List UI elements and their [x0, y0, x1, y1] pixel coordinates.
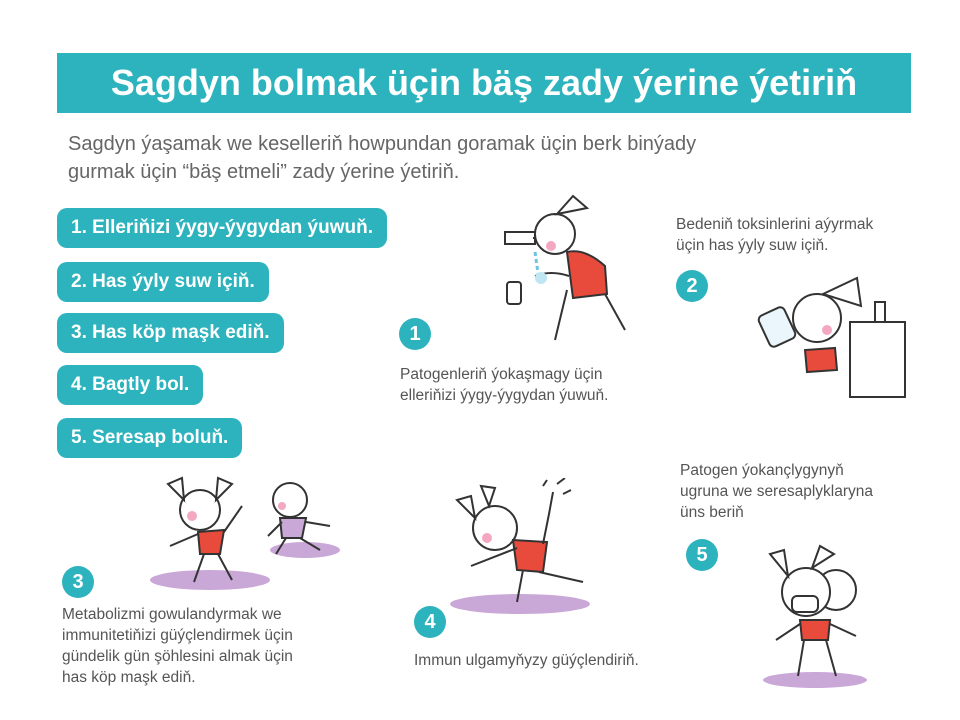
step-2-caption — [676, 214, 873, 256]
step-4-caption — [414, 650, 639, 671]
intro-text — [68, 130, 868, 186]
step-3-caption-line: immunitetiňizi güýçlendirmek üçin — [62, 627, 293, 644]
tip-4-badge: 4. Bagtly bol. — [57, 365, 203, 405]
step-4-number: 4 — [414, 606, 446, 638]
exercise-illustration — [140, 470, 350, 600]
handwashing-illustration — [495, 190, 655, 350]
intro-line-2: gurmak üçin “bäş etmeli” zady ýerine ýetiriň. — [68, 161, 460, 183]
step-5-caption-line: ugruna we seresaplyklaryna — [680, 483, 873, 500]
intro-line-1: Sagdyn ýaşamak we keselleriň howpundan goramak üçin berk binýady — [68, 133, 697, 155]
step-3-caption-line: Metabolizmi gowulandyrmak we — [62, 606, 282, 623]
step-1-number: 1 — [399, 318, 431, 350]
step-3-caption-line: has köp maşk ediň. — [62, 669, 196, 686]
step-5-caption-line: üns beriň — [680, 504, 744, 521]
step-3-number: 3 — [62, 566, 94, 598]
step-4-caption-line: Immun ulgamyňyzy güýçlendiriň. — [414, 652, 639, 669]
tip-5-badge: 5. Seresap boluň. — [57, 418, 242, 458]
step-3-caption-line: gündelik gün şöhlesini almak üçin — [62, 648, 293, 665]
happy-pose-illustration — [425, 478, 605, 618]
drinking-water-illustration — [735, 272, 915, 402]
page-title: Sagdyn bolmak üçin bäş zady ýerine ýetiriň — [57, 53, 911, 113]
masked-pair-illustration — [740, 540, 890, 690]
step-5-caption — [680, 460, 873, 523]
step-5-number: 5 — [686, 539, 718, 571]
step-2-caption-line: Bedeniň toksinlerini aýyrmak — [676, 216, 874, 233]
step-5-caption-line: Patogen ýokançlygynyň — [680, 462, 844, 479]
step-1-caption-line: elleriňizi ýygy-ýygydan ýuwuň. — [400, 387, 609, 404]
step-1-caption — [400, 364, 608, 406]
step-3-caption — [62, 604, 293, 688]
step-2-caption-line: üçin has ýyly suw içiň. — [676, 237, 829, 254]
tip-3-badge: 3. Has köp maşk ediň. — [57, 313, 284, 353]
tip-1-badge: 1. Elleriňizi ýygy-ýygydan ýuwuň. — [57, 208, 387, 248]
step-2-number: 2 — [676, 270, 708, 302]
tip-2-badge: 2. Has ýyly suw içiň. — [57, 262, 269, 302]
step-1-caption-line: Patogenleriň ýokaşmagy üçin — [400, 366, 603, 383]
